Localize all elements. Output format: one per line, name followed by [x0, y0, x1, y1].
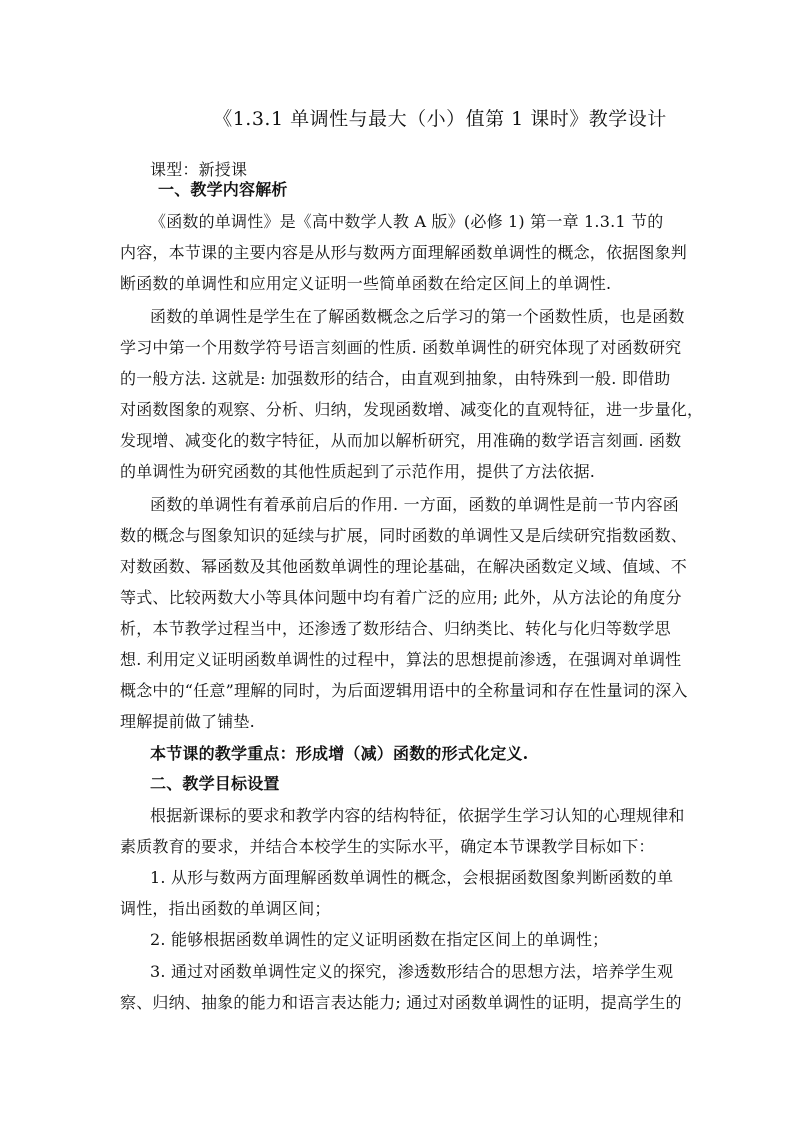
objective-item-1-cont: 调性，指出函数的单调区间； [120, 899, 331, 918]
paragraph-line: 等式、比较两数大小等具体问题中均有着广泛的应用; 此外，从方法论的角度分 [120, 588, 682, 607]
paragraph-line: 学习中第一个用数学符号语言刻画的性质. 函数单调性的研究体现了对函数研究 [120, 338, 682, 357]
paragraph-line: 的一般方法. 这就是: 加强数形的结合，由直观到抽象，由特殊到一般. 即借助 [120, 369, 671, 388]
paragraph-line: 析，本节教学过程当中，还渗透了数形结合、归纳类比、转化与化归等数学思 [120, 619, 671, 638]
document-title: 《1.3.1 单调性与最大（小）值第 1 课时》教学设计 [213, 108, 667, 130]
lesson-type: 课型：新授课 [150, 160, 248, 179]
objective-item-3: 3. 通过对函数单调性定义的探究，渗透数形结合的思想方法，培养学生观 [150, 962, 674, 981]
objective-item-3-cont: 察、归纳、抽象的能力和语言表达能力; 通过对函数单调性的证明，提高学生的 [120, 993, 682, 1012]
paragraph-line: 想. 利用定义证明函数单调性的过程中，算法的思想提前渗透，在强调对单调性 [120, 650, 682, 669]
paragraph-line: 内容，本节课的主要内容是从形与数两方面理解函数单调性的概念，依据图象判 [120, 243, 688, 262]
paragraph-line: 发现增、减变化的数字特征，从而加以解析研究，用准确的数学语言刻画. 函数 [120, 431, 682, 450]
section-heading-1: 一、教学内容解析 [158, 180, 288, 199]
paragraph-line: 函数的单调性有着承前启后的作用. 一方面，函数的单调性是前一节内容函 [150, 495, 679, 514]
teaching-focus: 本节课的教学重点：形成增（减）函数的形式化定义. [150, 744, 529, 763]
paragraph-line: 对数函数、幂函数及其他函数单调性的理论基础，在解决函数定义域、值域、不 [120, 557, 688, 576]
paragraph-line: 理解提前做了铺垫. [120, 712, 255, 731]
paragraph-line: 对函数图象的观察、分析、归纳，发现函数增、减变化的直观特征，进一步量化， [120, 400, 704, 419]
paragraph-line: 断函数的单调性和应用定义证明一些简单函数在给定区间上的单调性. [120, 274, 612, 293]
objective-item-2: 2. 能够根据函数单调性的定义证明函数在指定区间上的单调性； [150, 930, 609, 949]
paragraph-line: 《函数的单调性》是《高中数学人教 A 版》(必修 1) 第一章 1.3.1 节的 [150, 212, 664, 231]
paragraph-line: 素质教育的要求，并结合本校学生的实际水平，确定本节课教学目标如下： [120, 837, 655, 856]
paragraph-line: 根据新课标的要求和教学内容的结构特征，依据学生学习认知的心理规律和 [150, 806, 685, 825]
paragraph-line: 数的概念与图象知识的延续与扩展，同时函数的单调性又是后续研究指数函数、 [120, 526, 688, 545]
paragraph-line: 函数的单调性是学生在了解函数概念之后学习的第一个函数性质，也是函数 [150, 307, 685, 326]
paragraph-line: 概念中的“任意”理解的同时，为后面逻辑用语中的全称量词和存在性量词的深入 [120, 681, 688, 700]
paragraph-line: 的单调性为研究函数的其他性质起到了示范作用，提供了方法依据. [120, 462, 596, 481]
objective-item-1: 1. 从形与数两方面理解函数单调性的概念，会根据函数图象判断函数的单 [150, 868, 674, 887]
section-heading-2: 二、教学目标设置 [150, 774, 280, 793]
